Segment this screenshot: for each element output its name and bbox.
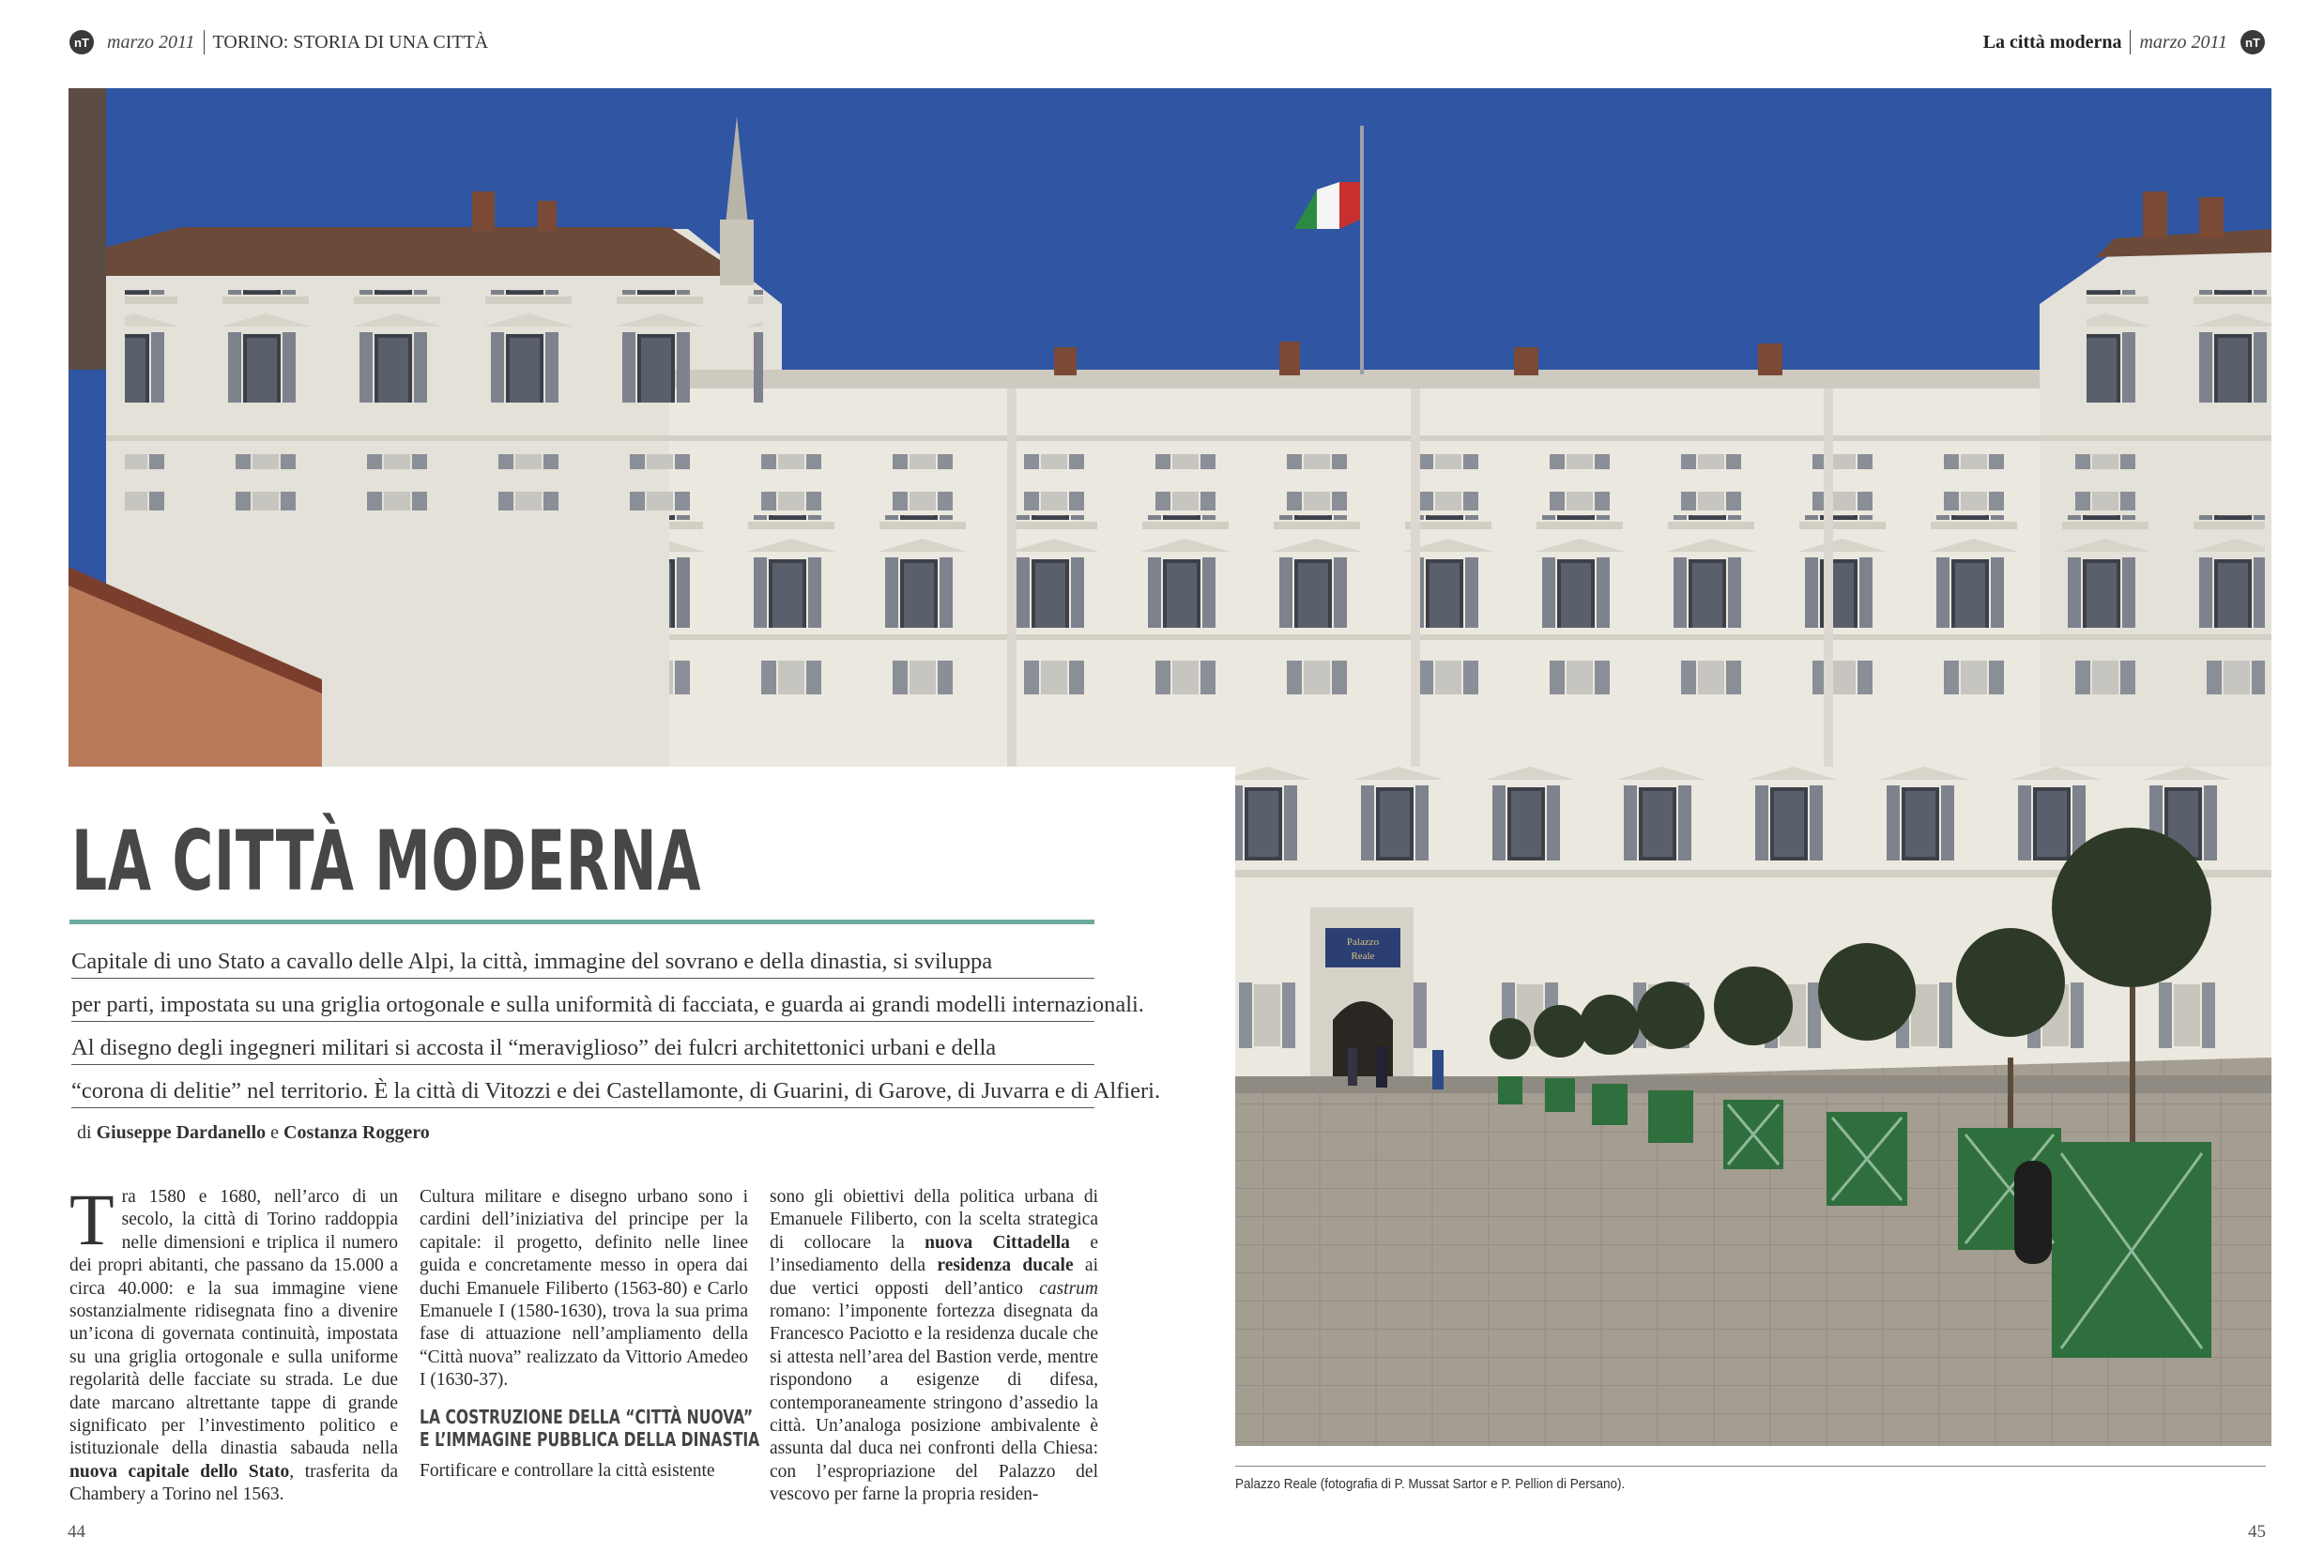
lead-line-1: Capitale di uno Stato a cavallo delle Alpi, la città, immagine del sovrano e della dinastia, si sviluppa bbox=[71, 949, 993, 974]
body-text: ai due vertici opposti dell’antico bbox=[770, 1256, 1098, 1299]
body-text: ra 1580 e 1680, nell’arco di un secolo, la città di Torino raddoppia nelle dimensioni e triplica il numero dei propri abitanti, che passano da 15.000 a circa 40.000: e la sua immagine viene sostanzialmente ridisegnata fino a divenire un’icona di governata continuità, impostata su una griglia ortogonale e sulla uniforme regolarità delle facciate su strada. Le due date marcano altrettante tappe di grande significato per l’investimento politico e istituzionale della dinastia sabauda nella bbox=[69, 1187, 398, 1459]
body-text: sono gli obiettivi della politica urbana di Emanuele Filiberto, con la scelta strategica di collocare la bbox=[770, 1187, 1098, 1253]
header-divider bbox=[2130, 30, 2131, 54]
drop-cap: T bbox=[69, 1179, 115, 1260]
header-section: La città moderna bbox=[1982, 31, 2122, 53]
body-emphasis: residenza ducale bbox=[937, 1256, 1074, 1276]
running-head-right bbox=[1983, 30, 2265, 54]
header-date: marzo 2011 bbox=[107, 31, 195, 53]
lead-underline bbox=[71, 1064, 1094, 1065]
body-text: romano: l’imponente fortezza disegnata da Francesco Paciotto e la residenza ducale che si attesta nell’area del Bastion verde, mentre rispondono a esigenze di difesa, contemporaneamente stringono d’assedio la città. Un’analoga posizione ambivalente è assunta dal duca nei confronti della Chiesa: con l’espropriazione del Palazzo del vescovo per farne la propria residen- bbox=[770, 1302, 1098, 1505]
byline-conjunction: e bbox=[270, 1122, 280, 1143]
author-name: Costanza Roggero bbox=[283, 1122, 430, 1143]
lead-underline bbox=[71, 1021, 1094, 1022]
palace-sign-text: Reale bbox=[1351, 951, 1375, 962]
body-text: e l’insediamento della bbox=[770, 1232, 1099, 1276]
lead-line-3: Al disegno degli ingegneri militari si accosta il “meraviglioso” dei fulcri architettonici urbani e della bbox=[71, 1035, 997, 1060]
section-subhead bbox=[420, 1405, 760, 1451]
body-text: Cultura militare e disegno urbano sono i cardini dell’iniziativa del principe per la capitale: il progetto, definito nelle linee guida e concretamente messo in opera dai duchi Emanuele Filiberto (1563-80) e Carlo Emanuele I (1580-1630), trova la sua prima fase di attuazione nell’ampliamento della “Città nuova” realizzato da Vittorio Amedeo I (1630-37). bbox=[420, 1187, 748, 1391]
body-column-1 bbox=[69, 1179, 399, 1507]
title-rule bbox=[69, 920, 1094, 924]
running-head-left bbox=[69, 30, 488, 54]
magazine-logo-icon: nT bbox=[2240, 30, 2265, 54]
page-number-left: 44 bbox=[68, 1522, 85, 1542]
subhead-line: LA COSTRUZIONE DELLA “CITTÀ NUOVA” bbox=[420, 1405, 754, 1428]
body-text: , trasferita da Chambery a Torino nel 1563. bbox=[69, 1461, 399, 1505]
palace-photo-top bbox=[69, 88, 2271, 767]
header-date: marzo 2011 bbox=[2139, 31, 2227, 53]
lead-underline bbox=[71, 1107, 1094, 1108]
body-column-2 bbox=[420, 1186, 760, 1483]
body-italic: castrum bbox=[1039, 1278, 1099, 1299]
body-column-3 bbox=[770, 1186, 1098, 1507]
article-title: LA CITTÀ MODERNA bbox=[71, 813, 702, 909]
photo-caption: Palazzo Reale (fotografia di P. Mussat Sartor e P. Pellion di Persano). bbox=[1235, 1476, 1626, 1492]
page-number-right: 45 bbox=[2248, 1522, 2266, 1542]
body-emphasis: nuova capitale dello Stato bbox=[69, 1461, 290, 1482]
body-emphasis: nuova Cittadella bbox=[925, 1232, 1070, 1253]
lead-line-2: per parti, impostata su una griglia ortogonale e sulla uniformità di facciata, e guarda ai grandi modelli internazionali. bbox=[71, 992, 1144, 1017]
magazine-logo-icon: nT bbox=[69, 30, 94, 54]
byline-prefix: di bbox=[77, 1122, 92, 1143]
subhead-line: E L’IMMAGINE PUBBLICA DELLA DINASTIA bbox=[420, 1427, 760, 1451]
author-name: Giuseppe Dardanello bbox=[96, 1122, 267, 1143]
header-divider bbox=[204, 30, 205, 54]
lead-underline bbox=[71, 978, 1094, 979]
byline bbox=[77, 1122, 430, 1144]
header-section: TORINO: STORIA DI UNA CITTÀ bbox=[212, 31, 489, 53]
palace-photo-bottom bbox=[1235, 767, 2271, 1446]
lead-line-4: “corona di delitie” nel territorio. È la città di Vitozzi e dei Castellamonte, di Guarini, di Garove, di Juvarra e di Alfieri. bbox=[71, 1078, 1161, 1104]
caption-rule bbox=[1235, 1466, 2266, 1467]
body-text: Fortificare e controllare la città esistente bbox=[420, 1460, 715, 1481]
palace-sign-text: Palazzo bbox=[1346, 936, 1380, 948]
